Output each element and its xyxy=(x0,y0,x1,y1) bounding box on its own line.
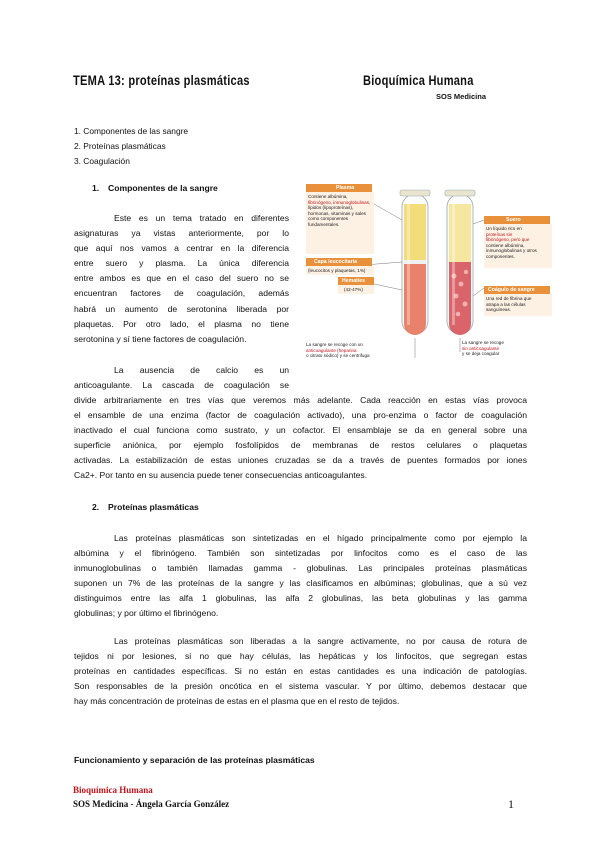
text-line: Son responsables de la presión oncótica en el sistema vascular. Y por último, debemos destacar que xyxy=(74,681,527,692)
text-line: asignaturas ya vistas anteriormente, por lo xyxy=(74,228,289,239)
plasma-tube xyxy=(400,190,430,335)
text-line: La ausencia de calcio es un xyxy=(114,365,289,375)
text-line: hay más concentración de proteínas de estas en el plasma que en el resto de tejidos. xyxy=(74,696,400,707)
toc-item: 1. Componentes de las sangre xyxy=(74,126,189,136)
figure-text-line: Contiene albúmina, xyxy=(308,194,348,199)
subject-title: Bioquímica Humana xyxy=(363,73,474,88)
figure-text-line: Un líquido rico en xyxy=(486,226,522,231)
section-1-paragraph-2 xyxy=(74,393,527,484)
text-line: plaquetas. Por otro lado, el plasma no tiene xyxy=(74,318,289,329)
figure-text-line: como componentes xyxy=(308,216,349,222)
figure-text-line: hormonas, vitaminas y sales xyxy=(308,210,366,216)
figure-text-line: inmunoglobulinas y otros xyxy=(486,248,537,254)
buffy-coat-label: Capa leucocitaria xyxy=(314,259,357,265)
anticoagulant-note xyxy=(306,342,396,359)
text-line: tejidos ni por lesiones, si no que hay células, las hepáticas y los linfocitos, que segregan estas xyxy=(74,651,527,662)
no-anticoagulant-note xyxy=(462,340,542,357)
figure-text-line: La sangre se recoge con un xyxy=(306,342,363,347)
document-title: TEMA 13: proteínas plasmáticas xyxy=(73,73,250,88)
section-2-heading: Proteínas plasmáticas xyxy=(108,502,199,512)
figure-text-line: y se deja coagular xyxy=(462,351,500,357)
text-line: inactivado el cual funciona como sustrato, y un cofactor. El ensamblaje se da en general sobre una xyxy=(74,425,527,436)
text-line: globulinas; y por último el fibrinógeno. xyxy=(74,608,219,619)
text-line: serotonina y sí tiene factores de coagulación. xyxy=(74,333,247,344)
serum-tube xyxy=(445,190,475,335)
text-line: que aquí nos vamos a centrar en la diferencia xyxy=(74,243,289,254)
section-1-number: 1. xyxy=(92,183,100,193)
page-number: 1 xyxy=(508,797,514,811)
subsection-heading: Funcionamiento y separación de las proteínas plasmáticas xyxy=(74,755,315,765)
toc-item: 2. Proteínas plasmáticas xyxy=(74,141,166,151)
text-line: Las proteínas plasmáticas son sintetizadas en el hígado principalmente como por ejemplo la xyxy=(114,533,527,543)
figure-text-line: componentes. xyxy=(486,253,515,259)
text-line: Ca2+. Por tanto en su ausencia puede tener consecuencias anticoagulantes. xyxy=(74,470,368,481)
text-line: inmunoglobulinas o también llamadas gamma - globulinas. Las principales proteínas plasmáticas xyxy=(74,563,527,574)
serum-label: Suero xyxy=(506,217,521,223)
clot-label: Coágulo de sangre xyxy=(488,287,535,293)
text-line: superficie aniónica, por ejemplo fosfolípidos de membranas de restos celulares o plaquetas xyxy=(74,440,527,451)
footer-subject: Bioquímica Humana xyxy=(73,785,153,795)
text-line: Las proteínas plasmáticas son liberadas a la sangre activamente, no por causa de rotura de xyxy=(114,636,527,646)
clot-description xyxy=(486,296,552,313)
section-1-heading: Componentes de la sangre xyxy=(108,183,218,193)
text-line: encuentran factores de coagulación, además xyxy=(74,288,289,299)
text-line: el ensamble de una enzima (factor de coagulación activado), una pro-enzima o factor de coagulación xyxy=(74,410,527,421)
figure-text-line: o citrato sódico) y se centrifuga xyxy=(306,353,370,359)
toc-item: 3. Coagulación xyxy=(74,156,130,166)
buffy-coat-description: (leucocitos y plaquetas, 1%) xyxy=(308,268,366,273)
figure-text-line: fundamentales. xyxy=(308,221,340,227)
text-line: albúmina y el fibrinógeno. También son sintetizadas por linfocitos como es el caso de las xyxy=(74,548,527,559)
text-line: suponen un 7% de las proteínas de la sangre y las clasificamos en albúminas; globulinas, que a sú vez xyxy=(74,578,527,589)
blood-tubes-figure xyxy=(298,180,554,380)
text-line: habrá un aumento de serotonina liberada por xyxy=(74,303,289,314)
figure-text-line: sanguíneas. xyxy=(486,307,512,313)
section-1-paragraph-2-start xyxy=(74,363,289,393)
serum-description xyxy=(486,226,552,260)
figure-text-line: fibrinógeno, inmunoglobulinas, xyxy=(308,199,371,205)
figure-text-line: La sangre se recoge xyxy=(462,340,504,345)
text-line: entre ambos es que en el caso del suero no se xyxy=(74,273,289,284)
plasma-description xyxy=(308,194,374,228)
text-line: proteínas en cantidades específicas. Si no están en estas cantidades es una indicación de patologías. xyxy=(74,666,527,677)
text-line: entre suero y plasma. La única diferencia xyxy=(74,258,289,269)
section-2-paragraph-1 xyxy=(74,531,527,622)
section-1-paragraph-1 xyxy=(74,211,289,347)
figure-text-line: anticoagulante (heparina xyxy=(306,347,357,353)
figure-text-line: Una red de fibrina que xyxy=(486,296,532,301)
section-2-number: 2. xyxy=(92,502,100,512)
table-of-contents xyxy=(74,124,188,169)
text-line: divide arbitrariamente en tres vías que veremos más adelante. Cada reacción en estas vías provoca xyxy=(74,395,527,405)
footer-author: SOS Medicina - Ángela García González xyxy=(73,799,230,809)
figure-text-line: atrapa a las células xyxy=(486,301,526,307)
org-name: SOS Medicina xyxy=(436,92,487,101)
plasma-label: Plasma xyxy=(336,185,355,191)
figure-text-line: sin anticoagulante xyxy=(462,345,500,351)
section-2-paragraph-2 xyxy=(74,634,527,709)
figure-text-line: contiene albúmina, xyxy=(486,242,525,248)
text-line: Este es un tema tratado en diferentes xyxy=(114,213,289,223)
figure-text-line: proteínas sin xyxy=(486,231,513,237)
figure-text-line: lípidos (lipoproteínas), xyxy=(308,205,354,211)
text-line: anticoagulante. La cascada de coagulación se xyxy=(74,380,289,391)
text-line: activadas. La estabilización de estas uniones cruzadas se da a través de puentes formados por iones xyxy=(74,455,527,466)
figure-text-line: fibrinógeno, pero que xyxy=(486,237,530,243)
text-line: distinguimos entre las alfa 1 globulinas, las alfa 2 globulinas, las beta globulinas y las gamma xyxy=(74,593,527,604)
red-cells-description: (42-47%) xyxy=(344,287,363,292)
red-cells-label: Hematíes xyxy=(342,278,366,284)
